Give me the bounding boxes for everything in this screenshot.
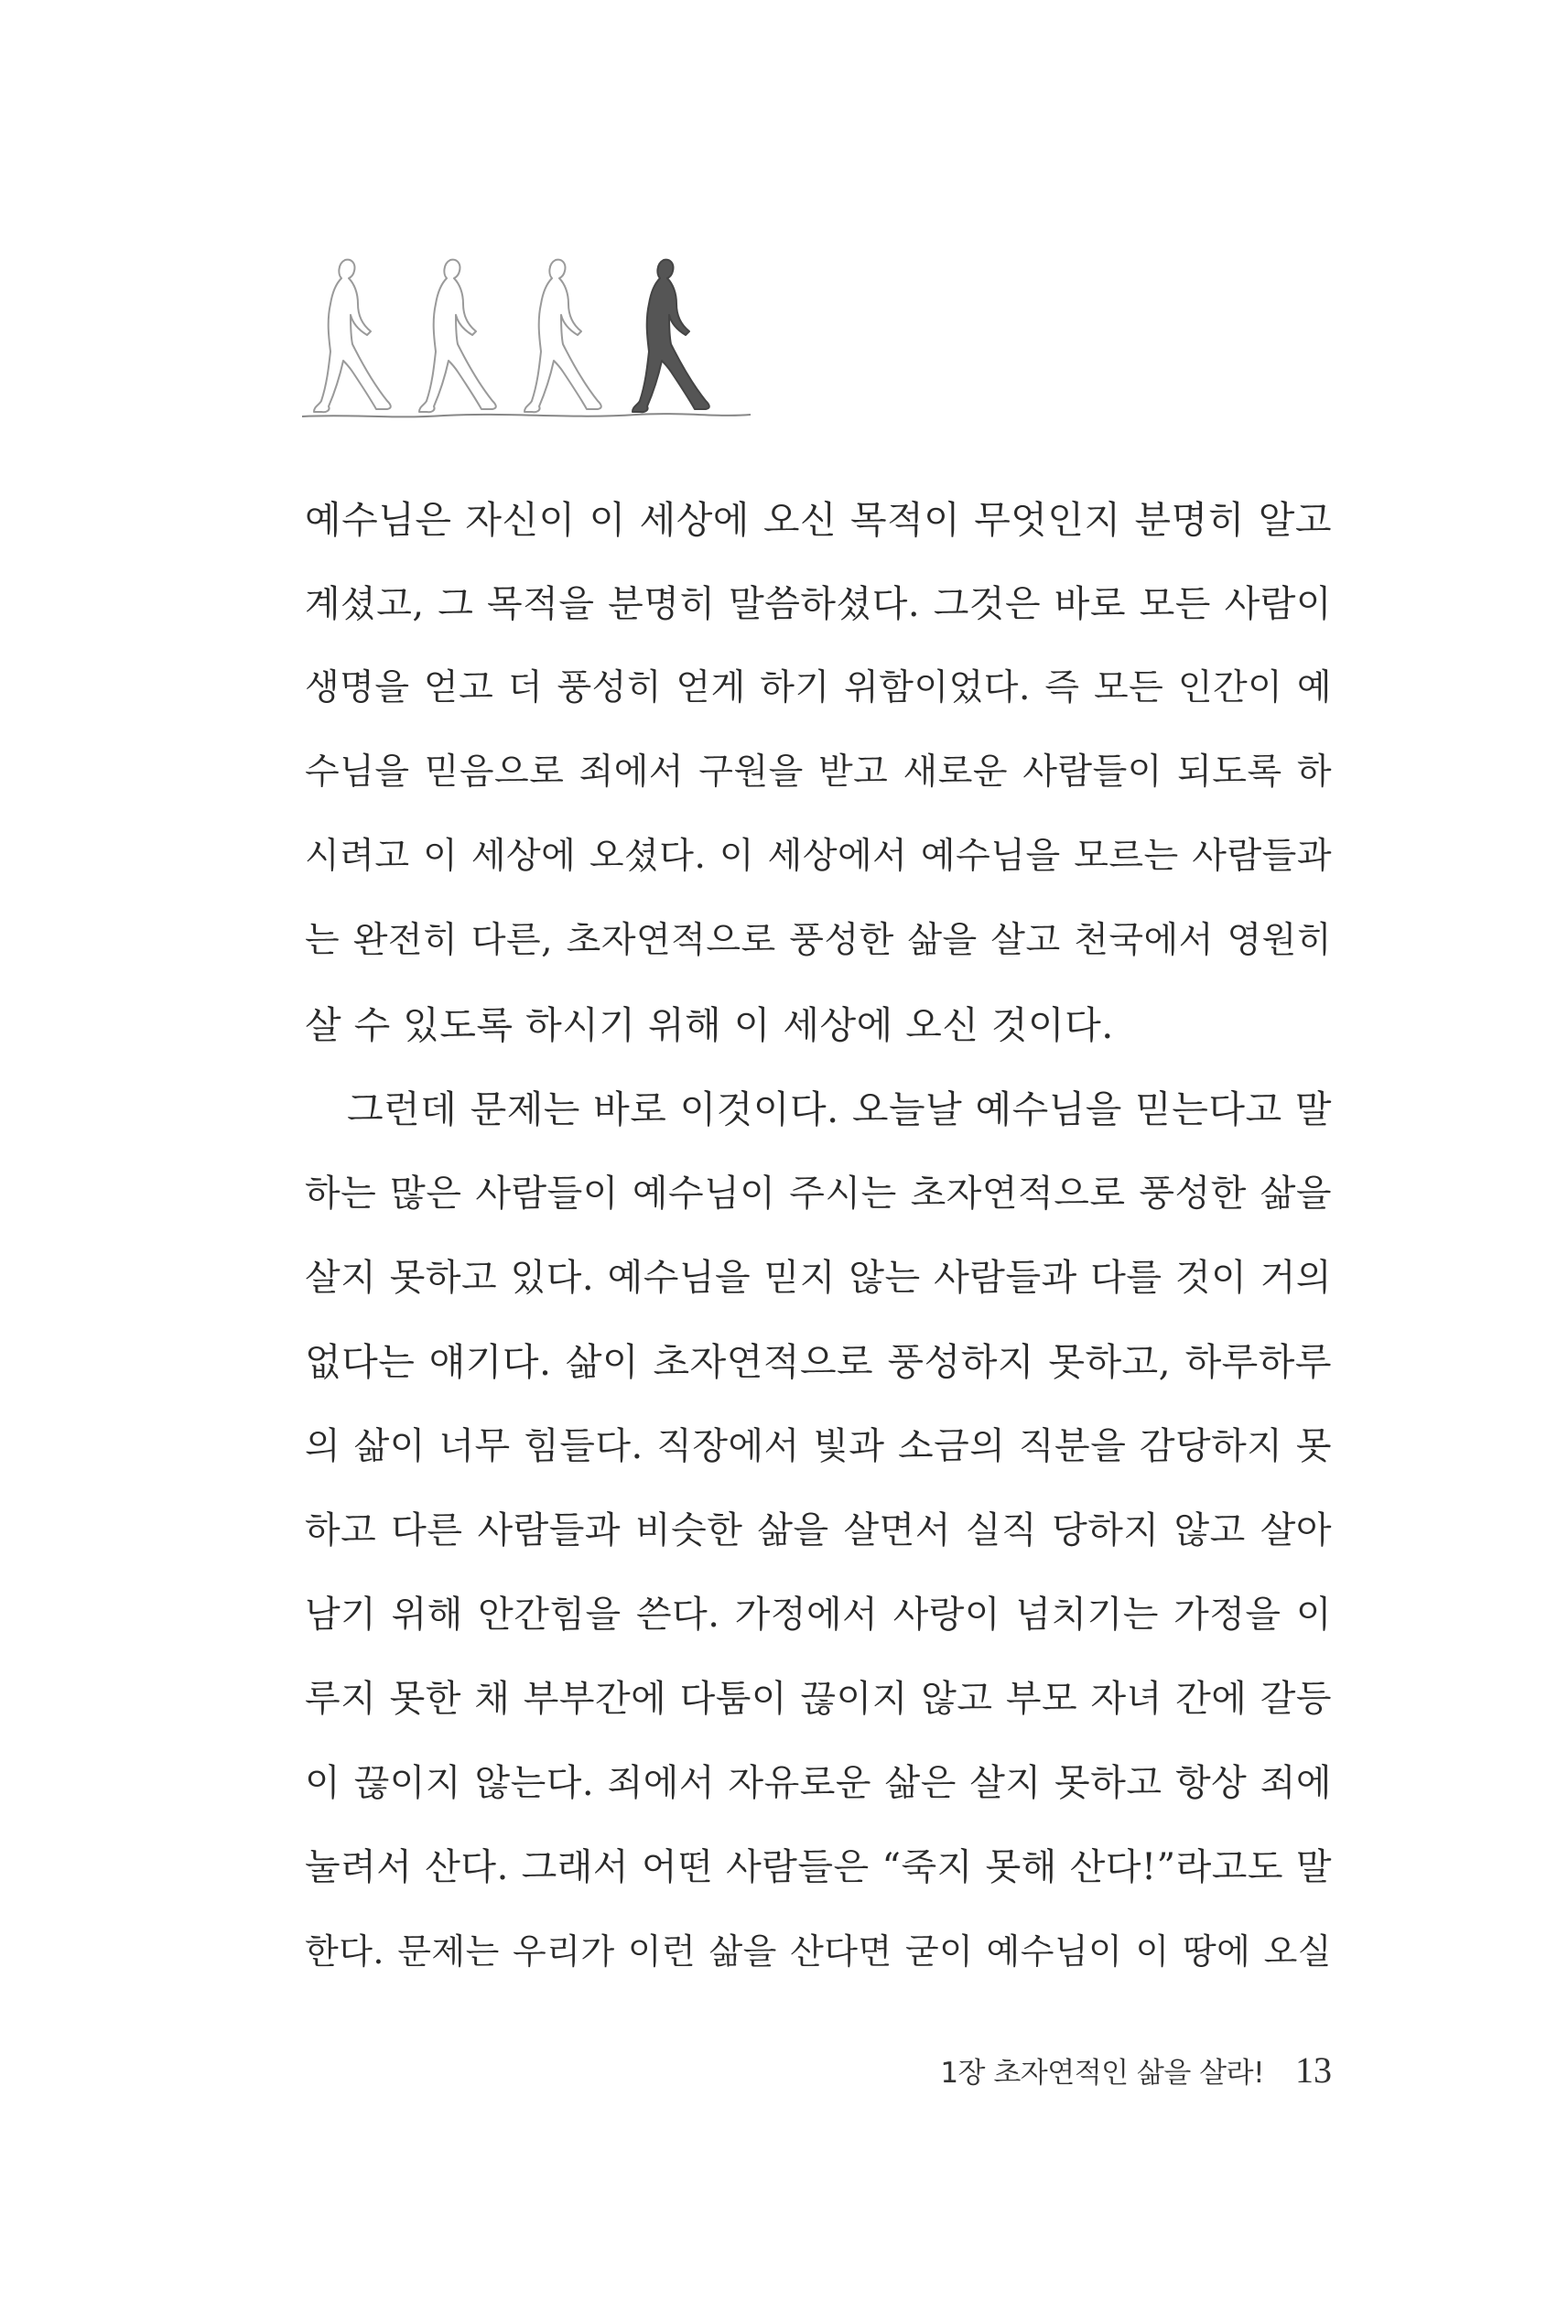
text-line: 루지 못한 채 부부간에 다툼이 끊이지 않고 부모 자녀 간에 갈등 — [305, 1678, 1332, 1720]
text-line: 의 삶이 너무 힘들다. 직장에서 빛과 소금의 직분을 감당하지 못 — [305, 1425, 1332, 1467]
text-line: 남기 위해 안간힘을 쓴다. 가정에서 사랑이 넘치기는 가정을 이 — [305, 1594, 1332, 1636]
running-header-chapter: 1장 초자연적인 삶을 살라! — [940, 2057, 1264, 2090]
text-line: 계셨고, 그 목적을 분명히 말씀하셨다. 그것은 바로 모든 사람이 — [305, 583, 1332, 625]
text-line: 수님을 믿음으로 죄에서 구원을 받고 새로운 사람들이 되도록 하 — [305, 751, 1332, 793]
walking-figures-icon — [297, 249, 755, 441]
text-line: 예수님은 자신이 이 세상에 오신 목적이 무엇인지 분명히 알고 — [305, 498, 1332, 542]
text-line: 살지 못하고 있다. 예수님을 믿지 않는 사람들과 다를 것이 거의 — [305, 1257, 1332, 1299]
text-line: 이 끊이지 않는다. 죄에서 자유로운 삶은 살지 못하고 항상 죄에 — [305, 1762, 1332, 1804]
text-line: 살 수 있도록 하시기 위해 이 세상에 오신 것이다. — [305, 1003, 1114, 1047]
text-line: 생명을 얻고 더 풍성히 얻게 하기 위함이었다. 즉 모든 인간이 예 — [305, 667, 1332, 708]
text-line: 없다는 얘기다. 삶이 초자연적으로 풍성하지 못하고, 하루하루 — [305, 1340, 1332, 1384]
text-line: 시려고 이 세상에 오셨다. 이 세상에서 예수님을 모르는 사람들과 — [305, 836, 1332, 877]
text-line: 그런데 문제는 바로 이것이다. 오늘날 예수님을 믿는다고 말 — [347, 1087, 1332, 1131]
body-text — [305, 478, 1332, 1994]
text-line: 눌려서 산다. 그래서 어떤 사람들은 “죽지 못해 산다!”라고도 말 — [305, 1846, 1332, 1888]
text-line: 하고 다른 사람들과 비슷한 삶을 살면서 실직 당하지 않고 살아 — [305, 1509, 1332, 1551]
text-line: 는 완전히 다른, 초자연적으로 풍성한 삶을 살고 천국에서 영원히 — [305, 920, 1332, 961]
paragraph — [305, 478, 1332, 1067]
text-line: 하는 많은 사람들이 예수님이 주시는 초자연적으로 풍성한 삶을 — [305, 1173, 1332, 1215]
page-number: 13 — [1295, 2049, 1332, 2091]
page-footer — [940, 2043, 1332, 2101]
text-line: 한다. 문제는 우리가 이런 삶을 산다면 굳이 예수님이 이 땅에 오실 — [305, 1931, 1332, 1972]
paragraph — [305, 1067, 1332, 1994]
